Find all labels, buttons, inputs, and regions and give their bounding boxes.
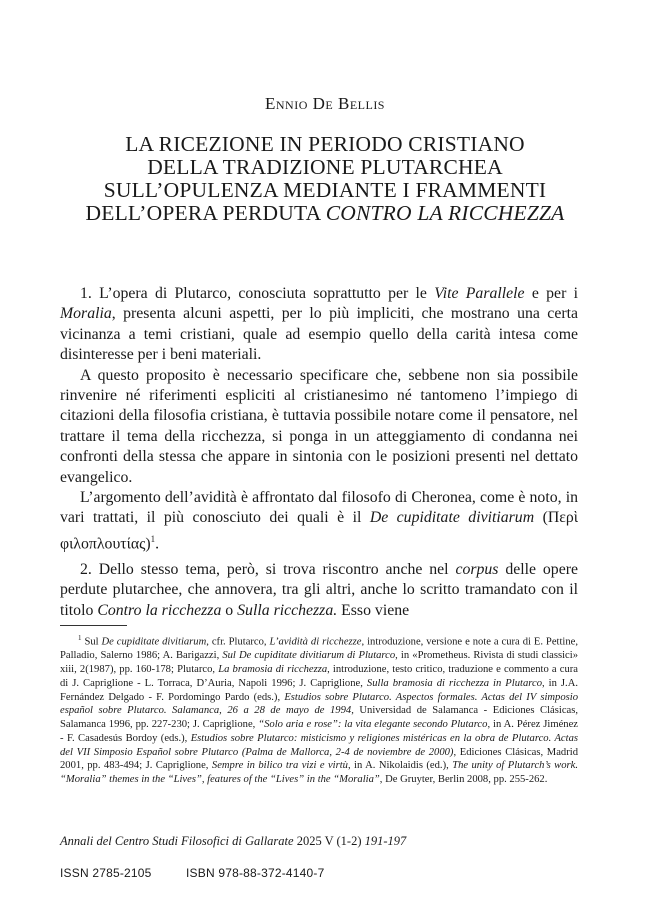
- issn: ISSN 2785-2105: [60, 866, 152, 880]
- section-1: [60, 284, 578, 555]
- text: 2. Dello stesso tema, però, si trova riscontro anche nel: [80, 561, 456, 578]
- text: delle opere perdute plutarchee, che annovera, tra gli altri, anche lo scritto tramandato con il titolo: [60, 561, 578, 619]
- journal-name: Annali del Centro Studi Filosofici di Gallarate: [60, 834, 294, 848]
- italic-text: The unity of Plutarch’s work. “Moralia” themes in the “Lives”, features of the “Lives” in the “Moralia”: [60, 760, 578, 786]
- text: , cfr. Plutarco,: [206, 636, 270, 648]
- paragraph: [60, 560, 578, 621]
- journal-pages: 191-197: [364, 834, 407, 848]
- text: (Περὶ φιλοπλουτίας): [60, 509, 579, 553]
- text: o: [221, 601, 238, 619]
- title-line-2: DELLA TRADIZIONE PLUTARCHEA: [147, 155, 503, 179]
- title-line-4-italic: CONTRO LA RICCHEZZA: [325, 201, 565, 225]
- text: , Ediciones Clásicas, Madrid 2001, pp. 483-494; J. Capriglione,: [60, 746, 578, 772]
- italic-text: Estudios sobre Plutarco: misticismo y religiones mistéricas en la obra de Plutarco. Actas del VII Simposio Español sobre Plutarco (Palma de Mallorca, 2-4 de noviembre de 2000): [60, 732, 578, 758]
- text: L’argomento dell’avidità è affrontato dal filosofo di Cheronea, come è noto, in vari trattati, il più conosciuto dei quali è il: [60, 489, 578, 527]
- footnote-reference[interactable]: 1: [150, 533, 156, 544]
- section-2: [60, 560, 578, 621]
- paragraph: [60, 284, 578, 366]
- footnote: [60, 632, 578, 787]
- text: Sul: [81, 636, 102, 648]
- text: , in A. Nikolaidis (ed.),: [347, 760, 453, 772]
- text: , De Gruyter, Berlin 2008, pp. 255-262.: [379, 774, 548, 786]
- italic-text: Contro la ricchezza: [97, 601, 222, 619]
- italic-text: De cupiditate divitiarum: [101, 636, 207, 648]
- text: , introduzione, testo critico, traduzione e commento a cura di J. Capriglione - L. Torraca, D’Auria, Napoli 1996; J. Capriglione,: [60, 664, 578, 689]
- text: e per i: [524, 285, 579, 302]
- italic-text: corpus: [455, 561, 499, 578]
- paragraph: [60, 488, 578, 554]
- text: 1. L’opera di Plutarco, conosciuta soprattutto per le: [80, 285, 435, 302]
- isbn: ISBN 978-88-372-4140-7: [186, 866, 325, 880]
- text: , in J.A. Fernández Delgado - F. Pordomingo Pardo (eds.),: [60, 677, 579, 703]
- italic-text: Sempre in bilico tra vizi e virtù: [211, 760, 348, 772]
- author-name: Ennio De Bellis: [265, 94, 385, 113]
- italic-text: L’avidità di ricchezze: [269, 636, 362, 648]
- text: , Universidad de Salamanca - Ediciones Clásicas, Salamanca 1996, pp. 227-230; J. Capriglione,: [60, 705, 578, 731]
- italic-text: “Solo aria e rose”: la vita elegante secondo Plutarco: [258, 719, 488, 731]
- text: , in A. Pérez Jiménez - F. Casadesús Bordoy (eds.),: [60, 719, 578, 744]
- italic-text: De cupiditate divitiarum: [369, 509, 535, 527]
- article-title: [40, 133, 610, 225]
- paragraph: A questo proposito è necessario specificare che, sebbene non sia possibile rinvenire né riferimenti espliciti al cristianesimo né tantomeno l’impiego di citazioni della filosofia cristiana, è tuttavia possibile notare come il pensatore, nel trattare il tema della ricchezza, si ponga in un atteggiamento di condanna nei confronti della stessa che appare in sintonia con le posizioni presenti nel dettato evangelico.: [60, 366, 578, 486]
- footnote-marker: 1: [78, 634, 82, 642]
- footnote-text: [60, 632, 578, 787]
- journal-volume: 2025 V (1-2): [293, 834, 365, 848]
- italic-text: Vite Parallele: [434, 285, 525, 302]
- title-line-4-plain: DELL’OPERA PERDUTA: [85, 201, 321, 225]
- footnote-divider: [60, 625, 127, 626]
- text: .: [155, 535, 160, 553]
- text: , introduzione, versione e note a cura di E. Pettine, Palladio, Salerno 1986; A. Barigazzi,: [60, 636, 579, 662]
- italic-text: Moralia: [60, 305, 112, 323]
- title-line-4: [40, 202, 610, 225]
- italic-text: Sulla ricchezza.: [237, 601, 338, 619]
- text: Esso viene: [337, 601, 410, 619]
- text: , presenta alcuni aspetti, per lo più impliciti, che mostrano una certa vicinanza a temi cristiani, quale ad esempio quello della carità intesa come disinteresse per i beni materiali.: [60, 305, 578, 364]
- text: , in «Prometheus. Rivista di studi classici» xiii, 2(1987), pp. 160-178; Plutarco,: [60, 650, 578, 676]
- title-line-3: SULL’OPULENZA MEDIANTE I FRAMMENTI: [103, 178, 547, 202]
- journal-citation: [60, 834, 406, 849]
- italic-text: La bramosia di ricchezza: [218, 664, 328, 676]
- italic-text: Sul De cupiditate divitiarum di Plutarco: [222, 650, 396, 662]
- italic-text: Estudios sobre Plutarco. Aspectos formales. Actas del IV simposio español sobre Plutarco. Salamanca, 26 a 28 de mayo de 1994: [60, 691, 578, 717]
- title-line-1: LA RICEZIONE IN PERIODO CRISTIANO: [125, 132, 525, 156]
- italic-text: Sulla bramosia di ricchezza in Plutarco: [366, 677, 542, 689]
